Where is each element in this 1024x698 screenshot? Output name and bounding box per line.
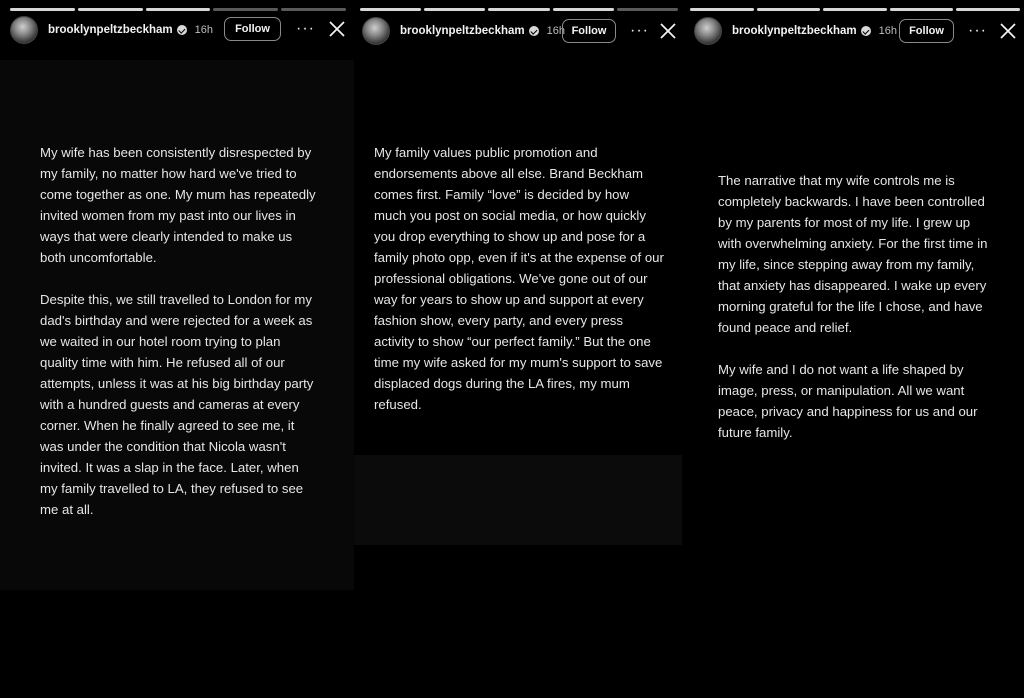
close-icon[interactable] (659, 22, 677, 40)
progress-segment (78, 8, 143, 11)
username[interactable]: brooklynpeltzbeckham (732, 25, 857, 37)
story-header (10, 14, 213, 46)
close-icon[interactable] (999, 22, 1017, 40)
progress-segment (553, 8, 614, 11)
story-progress-bar (360, 8, 678, 11)
avatar[interactable] (362, 17, 390, 45)
story-paragraph: Despite this, we still travelled to London for my dad's birthday and were rejected for a week as we waited in our hotel room trying to plan quality time with him. He refused all of our attempts, unless it was at his big birthday party with a hundred guests and cameras at every corner. When he finally agreed to see me, it was under the condition that Nicola wasn't invited. It was a slap in the face. Later, when my family travelled to LA, they refused to see me at all. (40, 292, 314, 517)
follow-button[interactable]: Follow (224, 17, 281, 41)
progress-segment (360, 8, 421, 11)
progress-segment (757, 8, 821, 11)
progress-segment (424, 8, 485, 11)
story-panel-3 (686, 0, 1024, 698)
progress-segment (956, 8, 1020, 11)
progress-segment (488, 8, 549, 11)
post-time: 16h (878, 25, 897, 37)
avatar[interactable] (694, 17, 722, 45)
post-time: 16h (194, 24, 213, 36)
progress-segment (10, 8, 75, 11)
username[interactable]: brooklynpeltzbeckham (48, 24, 173, 36)
story-panel-1 (0, 0, 354, 698)
story-panel-2 (354, 0, 686, 698)
story-progress-bar (690, 8, 1020, 11)
more-options-icon[interactable]: ··· (296, 20, 315, 37)
story-text (718, 170, 994, 443)
verified-badge-icon (861, 26, 871, 36)
more-options-icon[interactable]: ··· (630, 22, 649, 39)
username[interactable]: brooklynpeltzbeckham (400, 25, 525, 37)
story-progress-bar (10, 8, 346, 11)
story-paragraph: My wife has been consistently disrespected by my family, no matter how hard we've tried to come together as one. My mum has repeatedly invited women from my past into our lives in ways that were clearly intended to make us both uncomfortable. (40, 145, 316, 265)
post-time: 16h (546, 25, 565, 37)
progress-segment (146, 8, 211, 11)
progress-segment (213, 8, 278, 11)
progress-segment (617, 8, 678, 11)
story-header (362, 15, 565, 47)
follow-button[interactable]: Follow (562, 19, 616, 43)
close-icon[interactable] (328, 20, 346, 38)
progress-segment (890, 8, 954, 11)
avatar[interactable] (10, 16, 38, 44)
verified-badge-icon (529, 26, 539, 36)
verified-badge-icon (177, 25, 187, 35)
story-paragraph: The narrative that my wife controls me is completely backwards. I have been controlled by my parents for most of my life. I grew up with overwhelming anxiety. For the first time in my life, since stepping away from my family, that anxiety has disappeared. I wake up every morning grateful for the life I chose, and have found peace and relief. (718, 173, 988, 335)
story-text (40, 142, 318, 520)
story-header (694, 15, 897, 47)
progress-segment (690, 8, 754, 11)
story-text (374, 142, 664, 415)
story-paragraph: My wife and I do not want a life shaped by image, press, or manipulation. All we want peace, privacy and happiness for us and our future family. (718, 362, 978, 440)
story-background (354, 455, 682, 545)
more-options-icon[interactable]: ··· (968, 22, 987, 39)
follow-button[interactable]: Follow (899, 19, 954, 43)
story-paragraph: My family values public promotion and endorsements above all else. Brand Beckham comes first. Family “love” is decided by how much you post on social media, or how quickly you drop everything to show up and pose for a family photo opp, even if it's at the expense of our professional obligations. We've gone out of our way for years to show up and support at every fashion show, every party, and every press activity to show “our perfect family.” But the one time my wife asked for my mum's support to save displaced dogs during the LA fires, my mum refused. (374, 145, 664, 412)
progress-segment (823, 8, 887, 11)
progress-segment (281, 8, 346, 11)
